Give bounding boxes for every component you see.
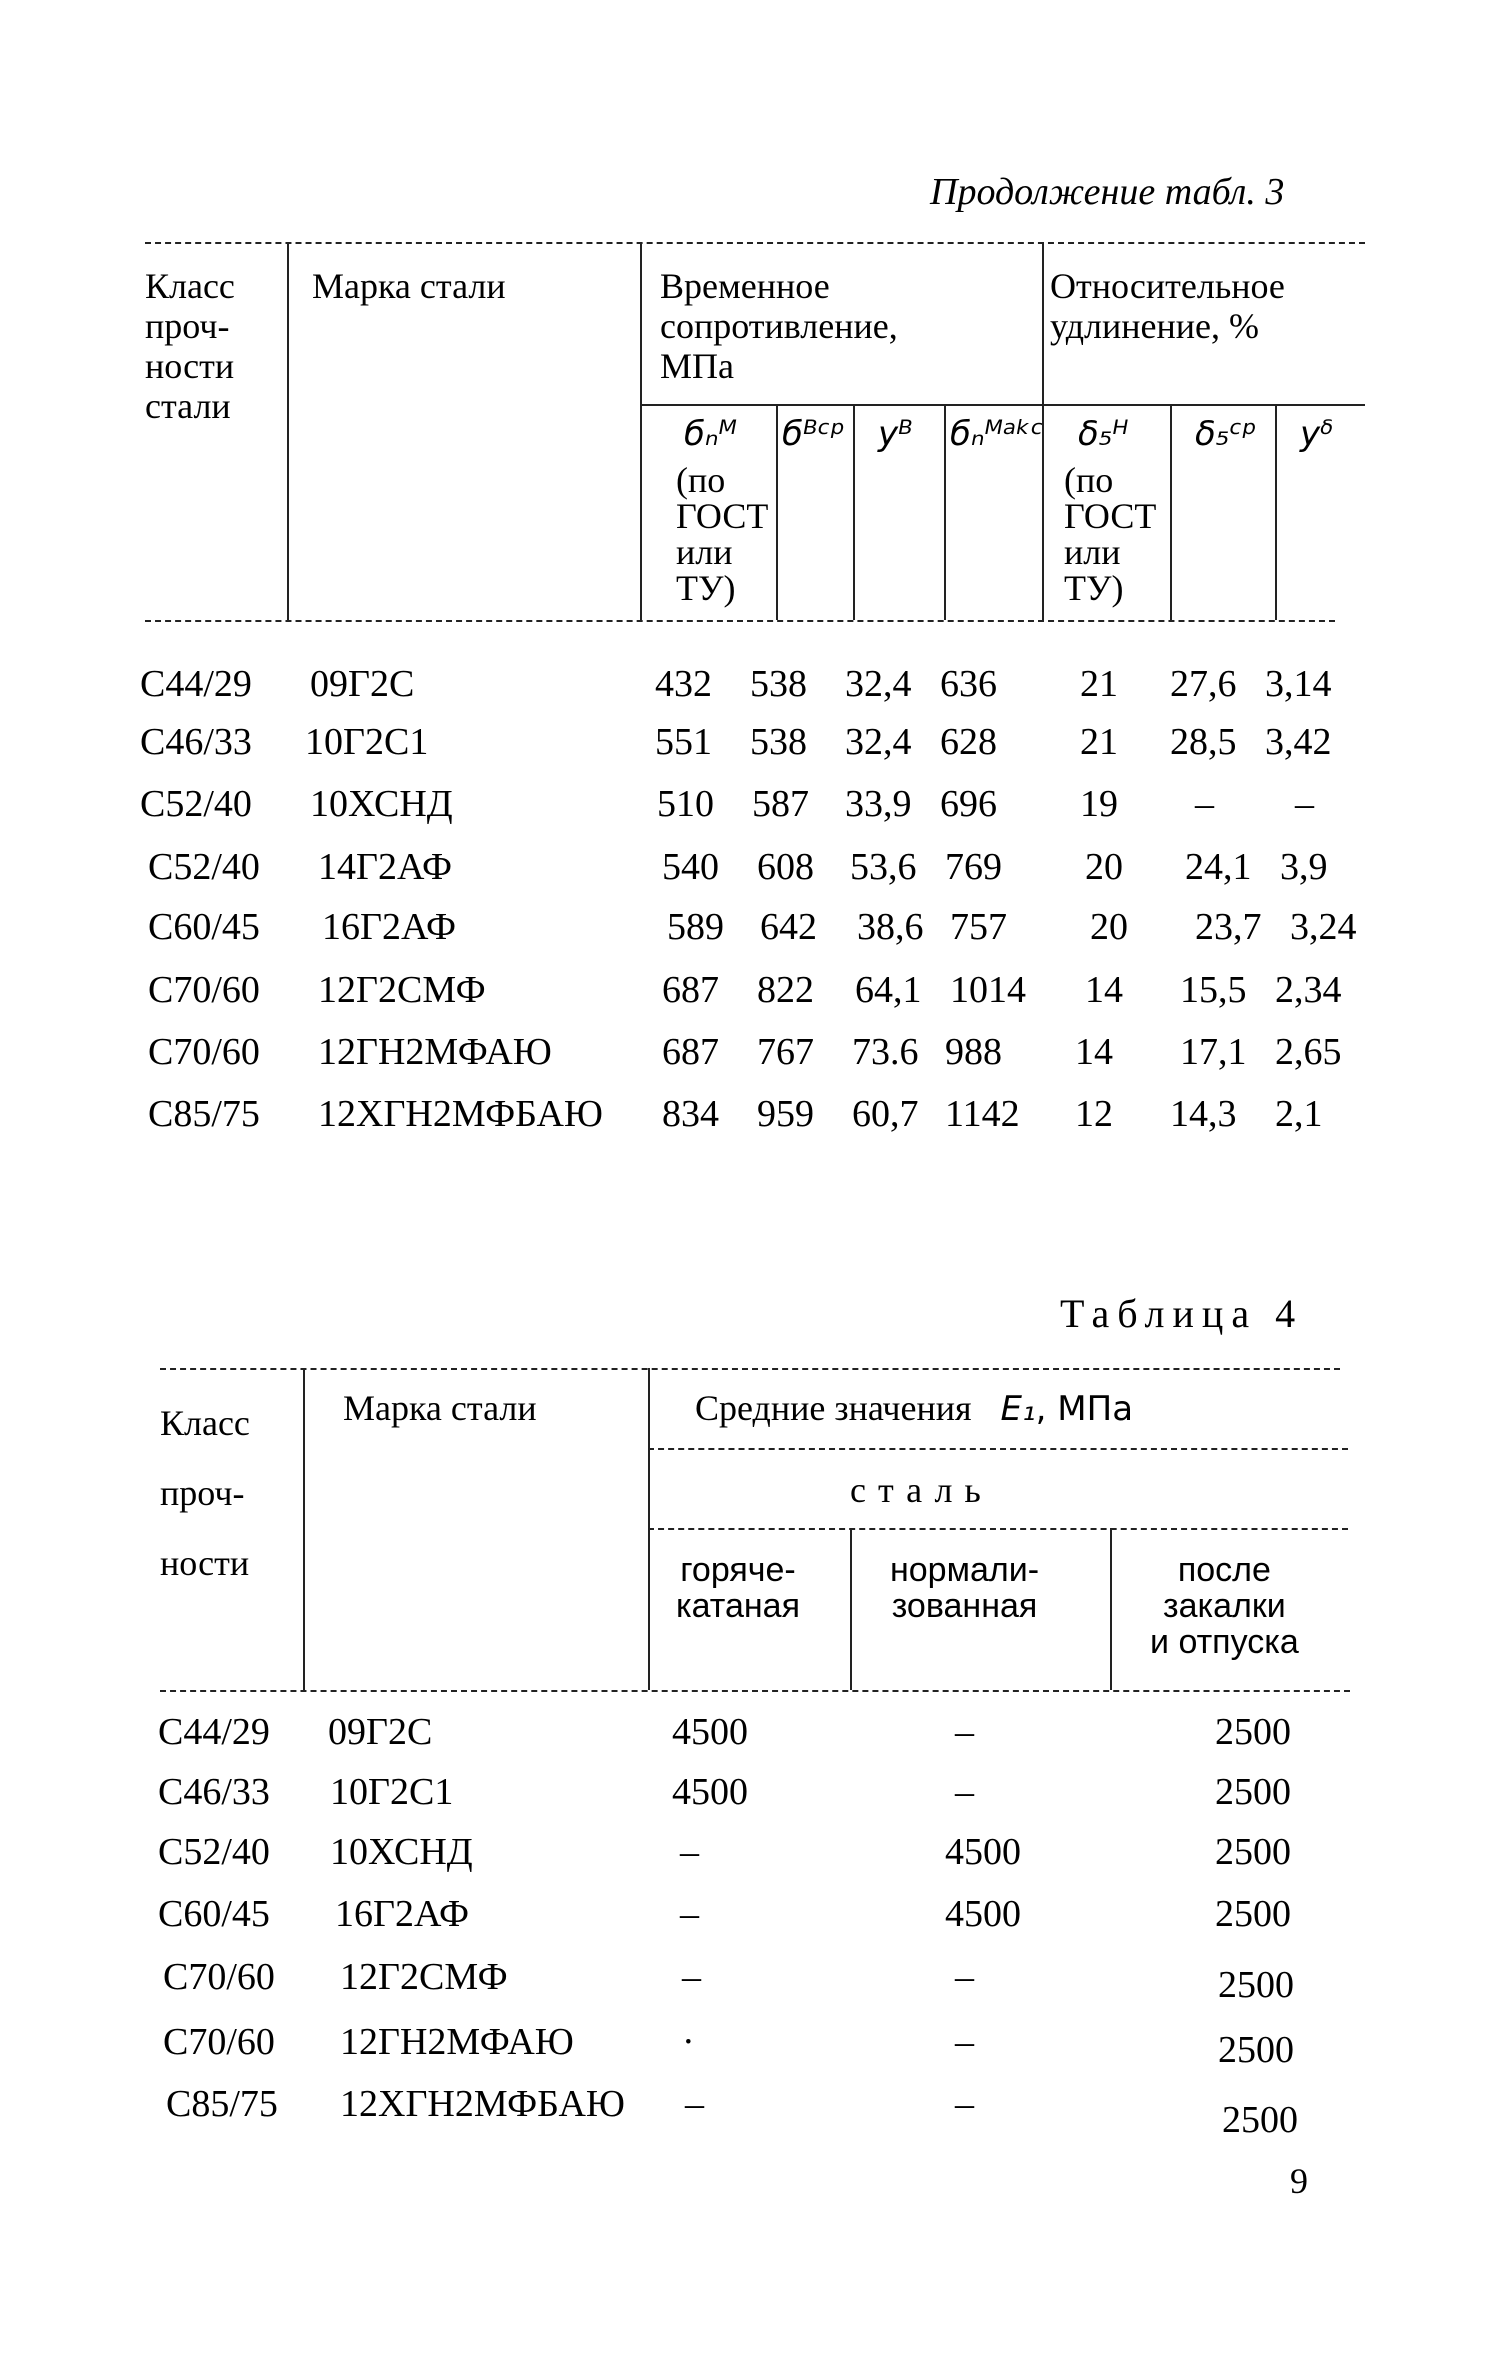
sigma-n-cell: 432: [655, 663, 712, 705]
sigma-n-cell: 551: [655, 721, 712, 763]
hot-rolled-cell: 4500: [672, 1771, 748, 1813]
table-row: [0, 782, 1501, 832]
class-cell: С52/40: [158, 1831, 270, 1873]
y-b-cell: 33,9: [845, 783, 912, 825]
sigma-max-symbol: бₙᴹᵃᵏᶜ: [950, 414, 1044, 454]
y-b-cell: 53,6: [850, 846, 917, 888]
class-cell: С85/75: [148, 1093, 260, 1135]
e1-symbol: E₁: [1000, 1389, 1036, 1429]
class-cell: С85/75: [166, 2083, 278, 2125]
quenched-cell: 2500: [1215, 1771, 1291, 1813]
hot-rolled-cell: –: [685, 2083, 704, 2125]
grade-cell: 14Г2АФ: [318, 846, 453, 888]
delta-n-cell: 14: [1085, 969, 1123, 1011]
normalized-cell: 4500: [945, 1893, 1021, 1935]
table4-header-class: Класс проч- ности: [160, 1403, 250, 1583]
table4-header-quenched: после закалки и отпуска: [1150, 1551, 1299, 1661]
table3-vline: [1170, 404, 1172, 620]
table-row: [0, 1770, 1501, 1820]
grade-cell: 16Г2АФ: [322, 906, 457, 948]
sigma-max-cell: 1142: [945, 1093, 1020, 1135]
quenched-cell: 2500: [1215, 1711, 1291, 1753]
mean-unit: , МПа: [1035, 1389, 1134, 1429]
class-cell: С46/33: [140, 721, 252, 763]
class-cell: С60/45: [148, 906, 260, 948]
class-cell: С60/45: [158, 1893, 270, 1935]
grade-cell: 16Г2АФ: [335, 1893, 470, 1935]
delta-cp-cell: –: [1195, 783, 1214, 825]
table3-vline: [944, 404, 946, 620]
table-row: [0, 1830, 1501, 1880]
sigma-max-cell: 769: [945, 846, 1002, 888]
table4-header-grade: Марка стали: [343, 1388, 537, 1428]
sigma-max-cell: 757: [950, 906, 1007, 948]
table4-subheader-rule: [648, 1448, 1348, 1450]
normalized-cell: 4500: [945, 1831, 1021, 1873]
normalized-cell: –: [955, 2021, 974, 2063]
y-d-symbol: yᵟ: [1300, 414, 1334, 454]
table-row: [0, 1892, 1501, 1942]
grade-cell: 09Г2С: [310, 663, 415, 705]
hot-rolled-cell: ·: [682, 2021, 695, 2063]
sigma-cp-cell: 538: [750, 663, 807, 705]
table3-header-class: Класс проч- ности стали: [145, 266, 235, 426]
gost-note: (по ГОСТ или ТУ): [1064, 460, 1157, 608]
sigma-cp-cell: 959: [757, 1093, 814, 1135]
grade-cell: 12Г2СМФ: [340, 1956, 508, 1998]
delta-n-symbol: δ₅ᴴ: [1078, 414, 1129, 454]
sigma-cp-cell: 642: [760, 906, 817, 948]
table4-header-steel: сталь: [850, 1470, 993, 1510]
y-b-cell: 60,7: [852, 1093, 919, 1135]
table3-vline: [853, 404, 855, 620]
y-d-cell: 3,42: [1265, 721, 1332, 763]
class-cell: С44/29: [158, 1711, 270, 1753]
gost-note: (по ГОСТ или ТУ): [676, 460, 769, 608]
grade-cell: 12ГН2МФАЮ: [340, 2021, 574, 2063]
y-d-cell: 2,34: [1275, 969, 1342, 1011]
table3-header-elongation: Относительное удлинение, %: [1050, 266, 1285, 346]
table4-vline: [850, 1528, 852, 1690]
hot-rolled-cell: 4500: [672, 1711, 748, 1753]
table-row: [0, 1710, 1501, 1760]
class-cell: С52/40: [148, 846, 260, 888]
y-b-cell: 38,6: [857, 906, 924, 948]
class-cell: С46/33: [158, 1771, 270, 1813]
y-d-cell: 3,14: [1265, 663, 1332, 705]
quenched-cell: 2500: [1222, 2099, 1298, 2141]
delta-n-cell: 14: [1075, 1031, 1113, 1073]
class-cell: С70/60: [148, 1031, 260, 1073]
delta-n-cell: 21: [1080, 721, 1118, 763]
table-row: [0, 1092, 1501, 1142]
table4-header-bottom-rule: [160, 1690, 1350, 1692]
table3-top-rule: [145, 242, 1365, 244]
delta-n-cell: 12: [1075, 1093, 1113, 1135]
table-row: [0, 968, 1501, 1018]
grade-cell: 10Г2С1: [330, 1771, 454, 1813]
hot-rolled-cell: –: [682, 1956, 701, 1998]
table-row: [0, 2020, 1501, 2070]
sigma-cp-cell: 608: [757, 846, 814, 888]
class-cell: С44/29: [140, 663, 252, 705]
y-d-cell: 2,1: [1275, 1093, 1323, 1135]
grade-cell: 12ХГН2МФБАЮ: [318, 1093, 603, 1135]
y-b-cell: 32,4: [845, 721, 912, 763]
table4-header-normalized: нормали- зованная: [890, 1551, 1040, 1625]
grade-cell: 12ГН2МФАЮ: [318, 1031, 552, 1073]
delta-n-cell: 21: [1080, 663, 1118, 705]
delta-cp-cell: 24,1: [1185, 846, 1252, 888]
hot-rolled-cell: –: [680, 1831, 699, 1873]
table4-title: Таблица 4: [1060, 1291, 1304, 1336]
normalized-cell: –: [955, 1956, 974, 1998]
sigma-cp-symbol: бᴮᶜᵖ: [782, 414, 845, 454]
delta-n-cell: 20: [1085, 846, 1123, 888]
delta-cp-cell: 15,5: [1180, 969, 1247, 1011]
table3-subheader-rule: [640, 404, 1365, 406]
table3-header-bottom-rule: [145, 620, 1335, 622]
hot-rolled-cell: –: [680, 1893, 699, 1935]
quenched-cell: 2500: [1215, 1831, 1291, 1873]
sigma-max-cell: 696: [940, 783, 997, 825]
table-row: [0, 720, 1501, 770]
y-b-cell: 32,4: [845, 663, 912, 705]
table3-vline: [640, 242, 642, 620]
grade-cell: 10ХСНД: [330, 1831, 473, 1873]
quenched-cell: 2500: [1215, 1893, 1291, 1935]
table4-vline: [303, 1368, 305, 1690]
sigma-n-cell: 687: [662, 969, 719, 1011]
class-cell: С52/40: [140, 783, 252, 825]
sigma-max-cell: 636: [940, 663, 997, 705]
class-cell: С70/60: [163, 2021, 275, 2063]
table4-header-mean: [695, 1388, 1133, 1429]
y-b-cell: 73.6: [852, 1031, 919, 1073]
quenched-cell: 2500: [1218, 1964, 1294, 2006]
sigma-n-cell: 687: [662, 1031, 719, 1073]
grade-cell: 12ХГН2МФБАЮ: [340, 2083, 625, 2125]
table4-vline: [1110, 1528, 1112, 1690]
sigma-n-cell: 510: [657, 783, 714, 825]
delta-cp-symbol: δ₅ᶜᵖ: [1195, 414, 1257, 454]
table4-subheader-rule: [648, 1528, 1348, 1530]
sigma-n-symbol: бₙᴹ: [684, 414, 738, 454]
table-row: [0, 662, 1501, 712]
sigma-n-cell: 540: [662, 846, 719, 888]
mean-label: Средние значения: [695, 1388, 972, 1428]
grade-cell: 09Г2С: [328, 1711, 433, 1753]
table-row: [0, 905, 1501, 955]
delta-cp-cell: 17,1: [1180, 1031, 1247, 1073]
delta-cp-cell: 23,7: [1195, 906, 1262, 948]
table4-top-rule: [160, 1368, 1340, 1370]
sigma-cp-cell: 538: [750, 721, 807, 763]
y-d-cell: 3,9: [1280, 846, 1328, 888]
sigma-cp-cell: 822: [757, 969, 814, 1011]
table-row: [0, 1955, 1501, 2005]
table-row: [0, 845, 1501, 895]
table3-vline: [287, 242, 289, 620]
table3-vline: [776, 404, 778, 620]
sigma-cp-cell: 767: [757, 1031, 814, 1073]
delta-n-cell: 20: [1090, 906, 1128, 948]
class-cell: С70/60: [148, 969, 260, 1011]
quenched-cell: 2500: [1218, 2029, 1294, 2071]
page-number: 9: [1290, 2161, 1308, 2201]
sigma-max-cell: 1014: [950, 969, 1026, 1011]
y-b-symbol: yᴮ: [878, 414, 913, 454]
table3-header-grade: Марка стали: [312, 266, 506, 306]
class-cell: С70/60: [163, 1956, 275, 1998]
normalized-cell: –: [955, 1711, 974, 1753]
y-d-cell: 3,24: [1290, 906, 1357, 948]
grade-cell: 10Г2С1: [305, 721, 429, 763]
delta-cp-cell: 14,3: [1170, 1093, 1237, 1135]
sigma-max-cell: 628: [940, 721, 997, 763]
normalized-cell: –: [955, 2083, 974, 2125]
delta-cp-cell: 28,5: [1170, 721, 1237, 763]
sigma-max-cell: 988: [945, 1031, 1002, 1073]
y-d-cell: –: [1295, 783, 1314, 825]
table3-vline: [1275, 404, 1277, 620]
table-row: [0, 2082, 1501, 2141]
y-b-cell: 64,1: [855, 969, 922, 1011]
table-row: [0, 1030, 1501, 1080]
sigma-cp-cell: 587: [752, 783, 809, 825]
delta-cp-cell: 27,6: [1170, 663, 1237, 705]
normalized-cell: –: [955, 1771, 974, 1813]
continuation-caption: Продолжение табл. 3: [930, 171, 1285, 213]
delta-n-cell: 19: [1080, 783, 1118, 825]
grade-cell: 12Г2СМФ: [318, 969, 486, 1011]
y-d-cell: 2,65: [1275, 1031, 1342, 1073]
sigma-n-cell: 834: [662, 1093, 719, 1135]
grade-cell: 10ХСНД: [310, 783, 453, 825]
table3-header-tensile: Временное сопротивление, МПа: [660, 266, 898, 386]
table4-header-hot-rolled: горяче- катаная: [676, 1551, 800, 1625]
sigma-n-cell: 589: [667, 906, 724, 948]
